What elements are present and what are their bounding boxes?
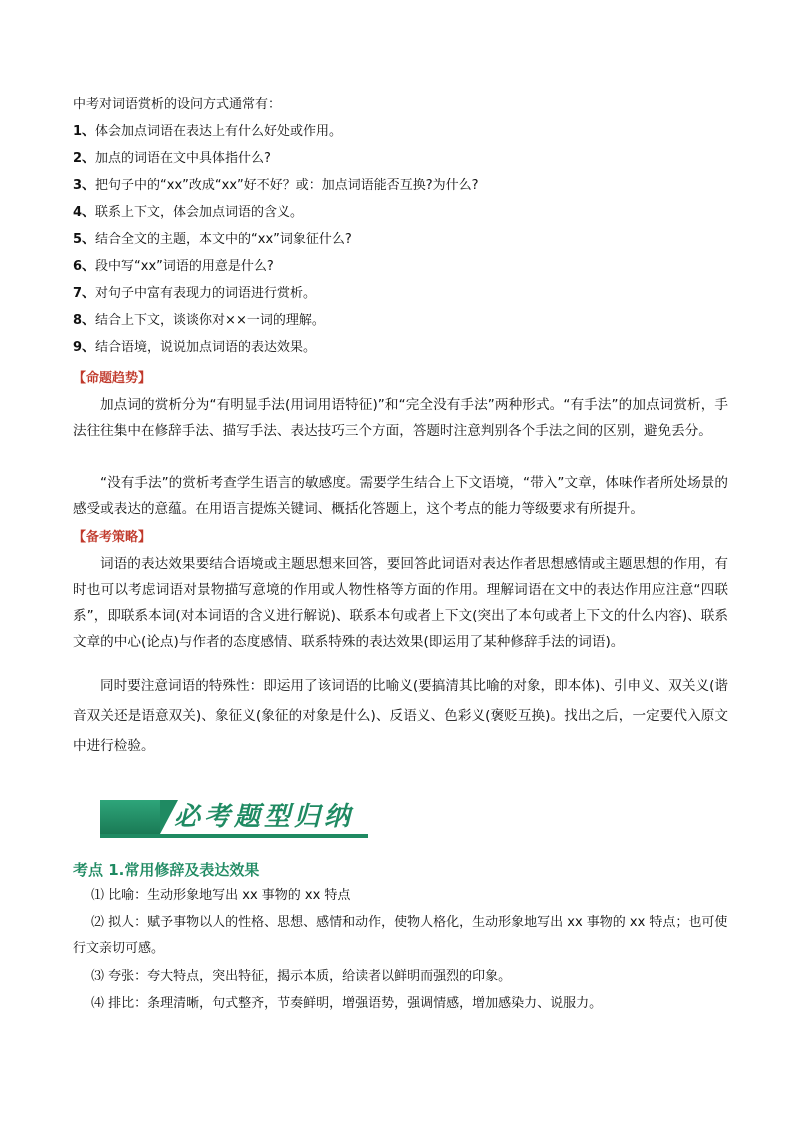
question-number: 7、 (73, 286, 96, 301)
intro-text: 中考对词语赏析的设问方式通常有： (73, 97, 282, 112)
strategy-heading: 【备考策略】 (73, 530, 152, 545)
question-text: 结合语境，说说加点词语的表达效果。 (95, 340, 317, 355)
kaodian-item: ⑷ 排比：条理清晰，句式整齐，节奏鲜明，增强语势，强调情感，增加感染力、说服力。 (91, 996, 603, 1011)
question-item (73, 312, 325, 330)
question-item (73, 123, 342, 141)
question-item (73, 177, 479, 195)
question-number: 1、 (73, 124, 96, 139)
question-item (73, 339, 316, 357)
question-number: 8、 (73, 313, 96, 328)
question-text: 把句子中的“xx”改成“xx”好不好？或：加点词语能否互换?为什么? (95, 178, 479, 193)
question-number: 5、 (73, 232, 96, 247)
trend-paragraph-1: 加点词的赏析分为“有明显手法(用词用语特征)”和“完全没有手法”两种形式。“有手法”的加点词赏析，手法往往集中在修辞手法、描写手法、表达技巧三个方面，答题时注意判别各个手法之间的区别，避免丢分。 (73, 397, 728, 439)
strategy-paragraph-1: 词语的表达效果要结合语境或主题思想来回答，要回答此词语对表达作者思想感情或主题思想的作用，有时也可以考虑词语对景物描写意境的作用或人物性格等方面的作用。理解词语在文中的表达作用应注意“四联系”，即联系本词(对本词语的含义进行解说)、联系本句或者上下文(突出了本句或者上下文的什么内容)、联系文章的中心(论点)与作者的态度感情、联系特殊的表达效果(即运用了某种修辞手法的词语)。 (73, 556, 728, 650)
question-text: 联系上下文，体会加点词语的含义。 (95, 205, 304, 220)
kaodian-title: 考点 1.常用修辞及表达效果 (73, 861, 260, 879)
banner-title: 必考题型归纳 (174, 802, 355, 832)
question-text: 段中写“xx”词语的用意是什么? (95, 259, 274, 274)
question-item (73, 204, 303, 222)
question-number: 3、 (73, 178, 96, 193)
question-text: 结合上下文，谈谈你对××一词的理解。 (95, 313, 325, 328)
question-text: 结合全文的主题，本文中的“xx”词象征什么? (95, 232, 352, 247)
banner-bar (100, 800, 160, 834)
kaodian-item: ⑵ 拟人：赋予事物以人的性格、思想、感情和动作，使物人格化，生动形象地写出 xx 事物的 xx 特点；也可使行文亲切可感。 (73, 915, 728, 956)
question-text: 对句子中富有表现力的词语进行赏析。 (95, 286, 317, 301)
question-item (73, 285, 316, 303)
question-number: 2、 (73, 151, 96, 166)
kaodian-item: ⑴ 比喻：生动形象地写出 xx 事物的 xx 特点 (91, 888, 351, 903)
trend-heading: 【命题趋势】 (73, 371, 152, 386)
question-item (73, 150, 271, 168)
question-item (73, 231, 352, 249)
section-banner (100, 800, 368, 840)
question-text: 加点的词语在文中具体指什么? (95, 151, 271, 166)
question-text: 体会加点词语在表达上有什么好处或作用。 (95, 124, 343, 139)
strategy-paragraph-2: 同时要注意词语的特殊性：即运用了该词语的比喻义(要搞清其比喻的对象，即本体)、引申义、双关义(谐音双关还是语意双关)、象征义(象征的对象是什么)、反语义、色彩义(褒贬互换)。找出之后，一定要代入原文中进行检验。 (73, 678, 728, 754)
question-number: 4、 (73, 205, 96, 220)
kaodian-item: ⑶ 夸张：夸大特点，突出特征，揭示本质，给读者以鲜明而强烈的印象。 (91, 969, 512, 984)
banner-underline (100, 834, 368, 838)
trend-paragraph-2: “没有手法”的赏析考查学生语言的敏感度。需要学生结合上下文语境，“带入”文章，体味作者所处场景的感受或表达的意蕴。在用语言提炼关键词、概括化答题上，这个考点的能力等级要求有所提升。 (73, 475, 728, 517)
question-number: 9、 (73, 340, 96, 355)
question-item (73, 258, 274, 276)
question-number: 6、 (73, 259, 96, 274)
